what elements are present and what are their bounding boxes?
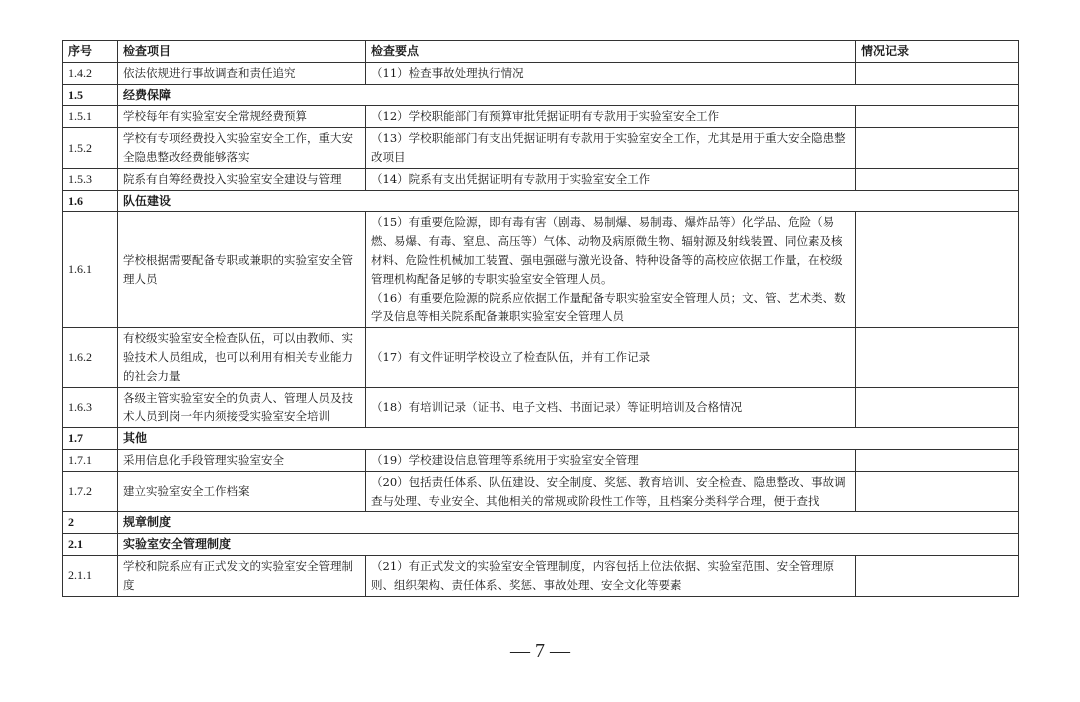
check-point: （20）包括责任体系、队伍建设、安全制度、奖惩、教育培训、安全检查、隐患整改、事故调查与处理、专业安全、其他相关的常规或阶段性工作等，且档案分类科学合理，便于查找 <box>371 474 846 508</box>
section-number: 1.6 <box>63 190 118 212</box>
check-point: （21）有正式发文的实验室安全管理制度，内容包括上位法依据、实验室范围、安全管理原则、组织架构、责任体系、奖惩、事故处理、安全文化等要素 <box>371 558 835 592</box>
header-no: 序号 <box>63 41 118 63</box>
record-cell[interactable] <box>856 471 1019 512</box>
item-number: 1.6.3 <box>63 387 118 428</box>
record-cell[interactable] <box>856 328 1019 387</box>
section-number: 1.5 <box>63 84 118 106</box>
table-row <box>63 168 1019 190</box>
check-point: （16）有重要危险源的院系应依据工作量配备专职实验室安全管理人员；文、管、艺术类、数学及信息等相关院系配备兼职实验室安全管理人员 <box>371 290 846 324</box>
section-title: 经费保障 <box>118 84 1019 106</box>
check-item: 建立实验室安全工作档案 <box>118 471 366 512</box>
check-point: （15）有重要危险源，即有毒有害（剧毒、易制爆、易制毒、爆炸品等）化学品、危险（易燃、易爆、有毒、窒息、高压等）气体、动物及病原微生物、辐射源及射线装置、同位素及核材料、危险性机械加工装置、强电强磁与激光设备、特种设备等的高校应依据工作量，在校级管理机构配备足够的专职实验室安全管理人员。 <box>371 215 843 286</box>
check-points-cell <box>366 387 856 428</box>
inspection-table <box>62 40 1019 597</box>
check-point: （14）院系有支出凭据证明有专款用于实验室安全工作 <box>371 171 651 186</box>
section-title: 规章制度 <box>118 512 1019 534</box>
record-cell[interactable] <box>856 106 1019 128</box>
check-points-cell <box>366 328 856 387</box>
section-row <box>63 534 1019 556</box>
check-point: （18）有培训记录（证书、电子文档、书面记录）等证明培训及合格情况 <box>371 399 743 414</box>
section-row <box>63 512 1019 534</box>
check-points-cell <box>366 128 856 169</box>
section-row <box>63 428 1019 450</box>
table-row <box>63 328 1019 387</box>
table-header-row <box>63 41 1019 63</box>
check-points-cell <box>366 449 856 471</box>
check-item: 各级主管实验室安全的负责人、管理人员及技术人员到岗一年内须接受实验室安全培训 <box>118 387 366 428</box>
check-points-cell <box>366 555 856 596</box>
page-number: — 7 — <box>510 640 570 662</box>
table-row <box>63 212 1019 328</box>
item-number: 1.7.1 <box>63 449 118 471</box>
check-item: 学校每年有实验室安全常规经费预算 <box>118 106 366 128</box>
record-cell[interactable] <box>856 128 1019 169</box>
check-point: （12）学校职能部门有预算审批凭据证明有专款用于实验室安全工作 <box>371 109 720 124</box>
table-row <box>63 128 1019 169</box>
table-row <box>63 62 1019 84</box>
inspection-table-container <box>62 40 1018 597</box>
check-point: （19）学校建设信息管理等系统用于实验室安全管理 <box>371 452 639 467</box>
item-number: 1.4.2 <box>63 62 118 84</box>
record-cell[interactable] <box>856 212 1019 328</box>
check-points-cell <box>366 212 856 328</box>
check-point: （17）有文件证明学校设立了检查队伍，并有工作记录 <box>371 349 651 364</box>
table-row <box>63 555 1019 596</box>
item-number: 1.5.2 <box>63 128 118 169</box>
record-cell[interactable] <box>856 555 1019 596</box>
check-item: 院系有自筹经费投入实验室安全建设与管理 <box>118 168 366 190</box>
check-item: 采用信息化手段管理实验室安全 <box>118 449 366 471</box>
check-item: 学校和院系应有正式发文的实验室安全管理制度 <box>118 555 366 596</box>
section-row <box>63 190 1019 212</box>
header-record: 情况记录 <box>856 41 1019 63</box>
item-number: 2.1.1 <box>63 555 118 596</box>
section-row <box>63 84 1019 106</box>
record-cell[interactable] <box>856 387 1019 428</box>
item-number: 1.5.1 <box>63 106 118 128</box>
header-item: 检查项目 <box>118 41 366 63</box>
section-title: 其他 <box>118 428 1019 450</box>
check-item: 学校根据需要配备专职或兼职的实验室安全管理人员 <box>118 212 366 328</box>
check-points-cell <box>366 106 856 128</box>
item-number: 1.5.3 <box>63 168 118 190</box>
item-number: 1.6.1 <box>63 212 118 328</box>
check-point: （11）检查事故处理执行情况 <box>371 65 524 80</box>
section-title: 队伍建设 <box>118 190 1019 212</box>
record-cell[interactable] <box>856 449 1019 471</box>
item-number: 1.6.2 <box>63 328 118 387</box>
table-row <box>63 106 1019 128</box>
check-item: 依法依规进行事故调查和责任追究 <box>118 62 366 84</box>
table-body <box>63 62 1019 596</box>
section-number: 2.1 <box>63 534 118 556</box>
check-points-cell <box>366 62 856 84</box>
section-number: 1.7 <box>63 428 118 450</box>
check-point: （13）学校职能部门有支出凭据证明有专款用于实验室安全工作，尤其是用于重大安全隐患整改项目 <box>371 131 846 164</box>
table-row <box>63 471 1019 512</box>
record-cell[interactable] <box>856 168 1019 190</box>
check-item: 学校有专项经费投入实验室安全工作，重大安全隐患整改经费能够落实 <box>118 128 366 169</box>
header-points: 检查要点 <box>366 41 856 63</box>
table-row <box>63 449 1019 471</box>
check-points-cell <box>366 168 856 190</box>
record-cell[interactable] <box>856 62 1019 84</box>
section-number: 2 <box>63 512 118 534</box>
item-number: 1.7.2 <box>63 471 118 512</box>
section-title: 实验室安全管理制度 <box>118 534 1019 556</box>
check-item: 有校级实验室安全检查队伍，可以由教师、实验技术人员组成，也可以利用有相关专业能力的社会力量 <box>118 328 366 387</box>
check-points-cell <box>366 471 856 512</box>
table-row <box>63 387 1019 428</box>
